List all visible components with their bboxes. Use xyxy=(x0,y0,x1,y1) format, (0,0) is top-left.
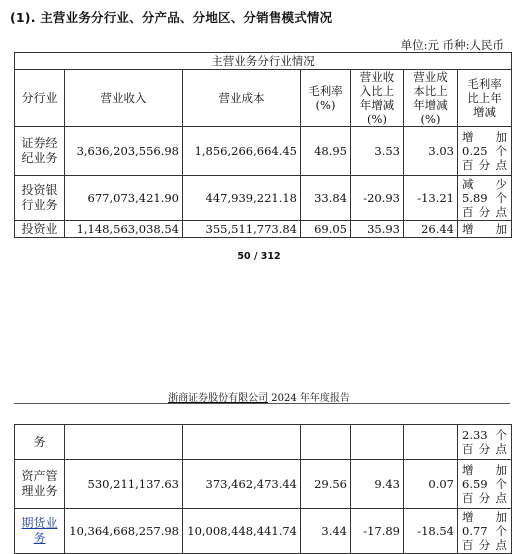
segment-table-bottom xyxy=(14,424,512,554)
report-year: 2024 年年度报告 xyxy=(268,393,350,404)
header-cost: 营业成本 xyxy=(183,70,301,127)
header-margin-change: 毛利率 比上年 增减 xyxy=(458,70,512,127)
segment-cell: 务 xyxy=(15,425,65,460)
margin-cell: 33.84 xyxy=(301,176,351,221)
revenue-cell xyxy=(65,425,183,460)
table-caption: 主营业务分行业情况 xyxy=(15,53,512,70)
section-heading: (1). 主营业务分行业、分产品、分地区、分销售模式情况 xyxy=(10,10,333,25)
segment-cell: 投资业 xyxy=(15,221,65,238)
cost-cell xyxy=(183,425,301,460)
margin-cell: 3.44 xyxy=(301,509,351,554)
cost-cell: 447,939,221.18 xyxy=(183,176,301,221)
header-rule xyxy=(14,403,510,404)
table-row xyxy=(15,460,512,509)
header-margin: 毛利率 (%) xyxy=(301,70,351,127)
page-number: 50 / 312 xyxy=(237,251,281,262)
revenue-cell: 677,073,421.90 xyxy=(65,176,183,221)
cost-change-cell: -18.54 xyxy=(404,509,458,554)
margin-change-cell: 增 加 6.59 个 百分点 xyxy=(458,460,512,509)
segment-cell: 资产管理业务 xyxy=(15,460,65,509)
cost-change-cell: -13.21 xyxy=(404,176,458,221)
margin-change-cell: 增 加 0.25 个 百分点 xyxy=(458,127,512,176)
rev-change-cell: 9.43 xyxy=(351,460,404,509)
margin-change-cell: 增 加 0.77 个 百分点 xyxy=(458,509,512,554)
margin-cell: 48.95 xyxy=(301,127,351,176)
margin-change-cell: 增 加 xyxy=(458,221,512,238)
unit-label: 单位:元 币种:人民币 xyxy=(400,38,504,52)
table-row xyxy=(15,176,512,221)
table-header-row xyxy=(15,70,512,127)
revenue-cell: 530,211,137.63 xyxy=(65,460,183,509)
header-cost-change: 营业成 本比上 年增减 (%) xyxy=(404,70,458,127)
header-rev-change: 营业收 入比上 年增减 (%) xyxy=(351,70,404,127)
header-segment: 分行业 xyxy=(15,70,65,127)
revenue-cell: 3,636,203,556.98 xyxy=(65,127,183,176)
cost-cell: 355,511,773.84 xyxy=(183,221,301,238)
header-revenue: 营业收入 xyxy=(65,70,183,127)
cost-change-cell xyxy=(404,425,458,460)
margin-cell: 69.05 xyxy=(301,221,351,238)
table-row xyxy=(15,425,512,460)
revenue-cell: 1,148,563,038.54 xyxy=(65,221,183,238)
segment-cell: 投资银行业务 xyxy=(15,176,65,221)
cost-cell: 10,008,448,441.74 xyxy=(183,509,301,554)
rev-change-cell: 35.93 xyxy=(351,221,404,238)
rev-change-cell: -20.93 xyxy=(351,176,404,221)
margin-change-cell: 2.33 个 百分点 xyxy=(458,425,512,460)
report-title xyxy=(0,389,518,404)
segment-cell: 证券经纪业务 xyxy=(15,127,65,176)
margin-cell: 29.56 xyxy=(301,460,351,509)
rev-change-cell: 3.53 xyxy=(351,127,404,176)
table-row xyxy=(15,127,512,176)
rev-change-cell xyxy=(351,425,404,460)
margin-change-cell: 减 少 5.89 个 百分点 xyxy=(458,176,512,221)
revenue-cell: 10,364,668,257.98 xyxy=(65,509,183,554)
cost-change-cell: 26.44 xyxy=(404,221,458,238)
table-row xyxy=(15,509,512,554)
cost-cell: 373,462,473.44 xyxy=(183,460,301,509)
company-name: 浙商证券股份有限公司 xyxy=(168,393,269,404)
table-row xyxy=(15,221,512,238)
rev-change-cell: -17.89 xyxy=(351,509,404,554)
cost-change-cell: 3.03 xyxy=(404,127,458,176)
cost-cell: 1,856,266,664.45 xyxy=(183,127,301,176)
segment-table-top xyxy=(14,52,512,238)
cost-change-cell: 0.07 xyxy=(404,460,458,509)
segment-cell: 期货业务 xyxy=(15,509,65,554)
margin-cell xyxy=(301,425,351,460)
